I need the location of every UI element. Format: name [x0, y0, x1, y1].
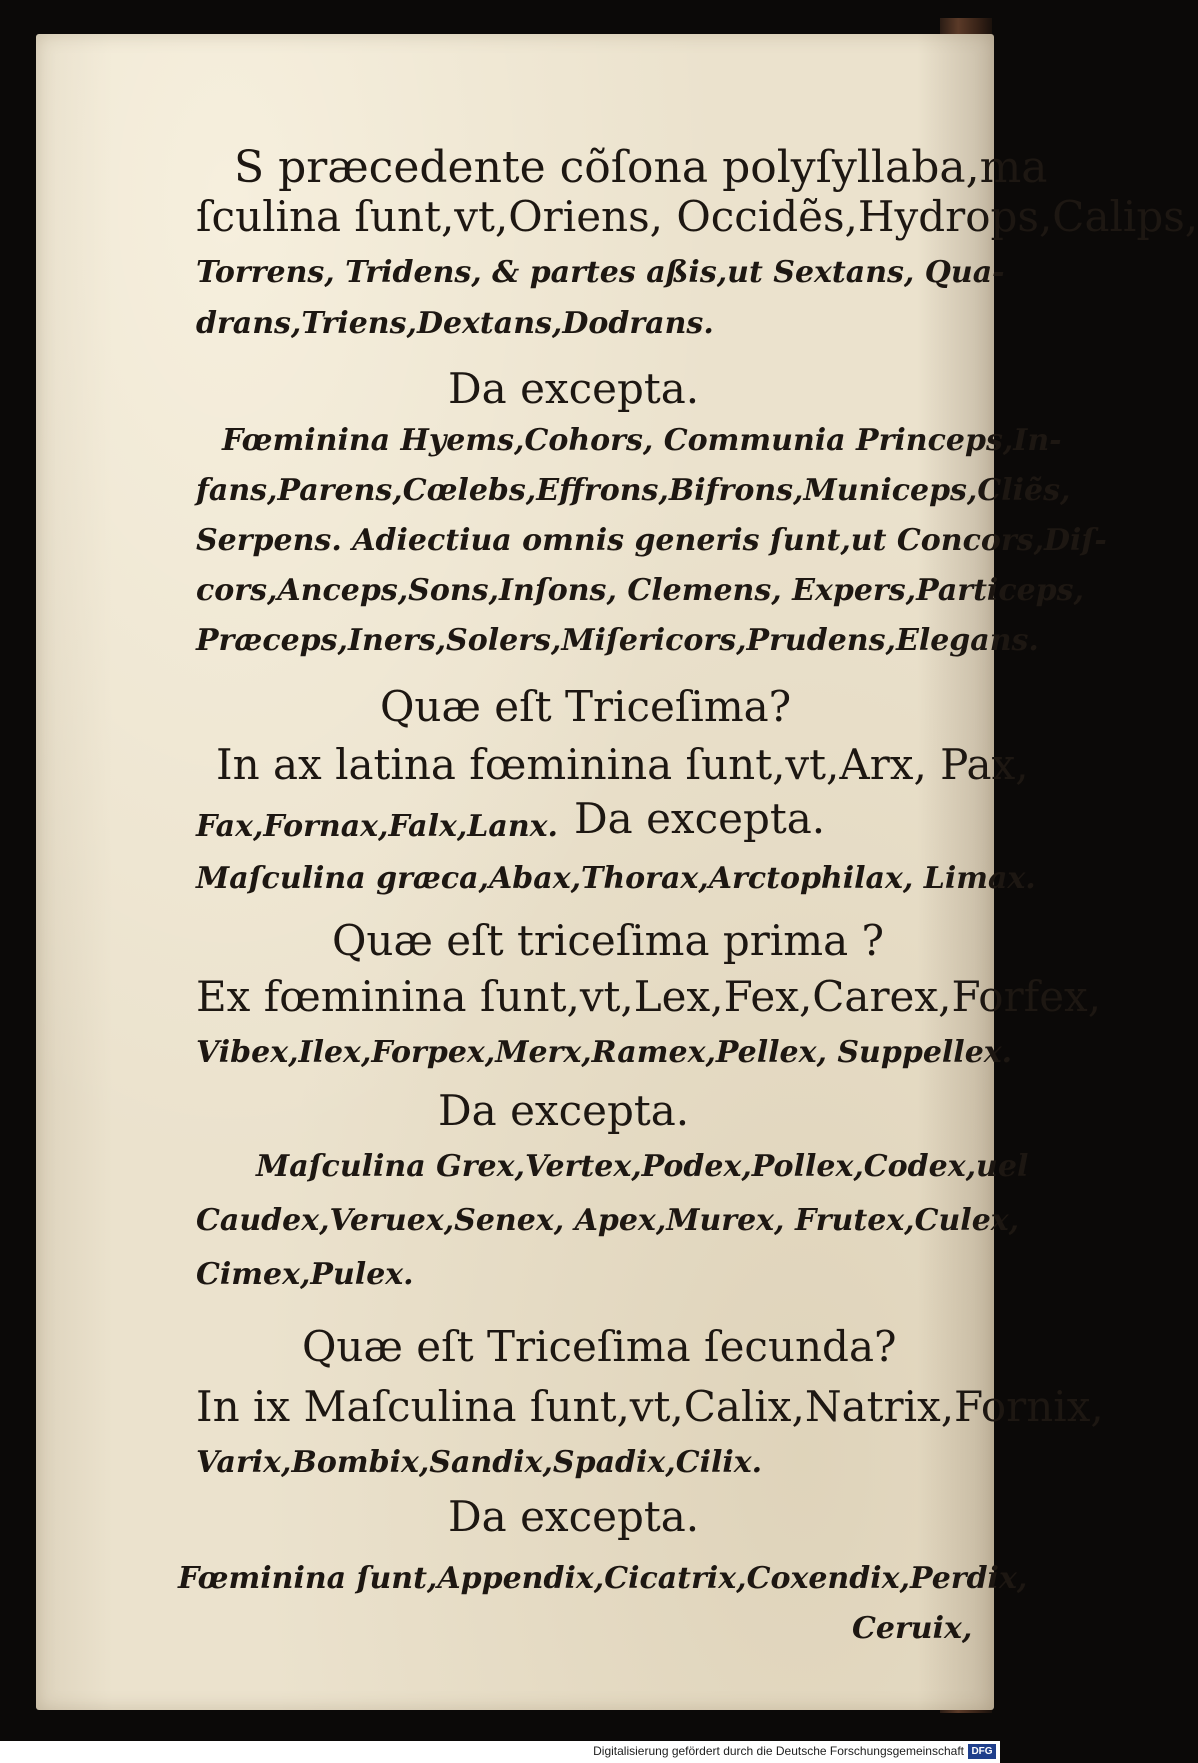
text-line: drans,Triens,Dextans,Dodrans. — [196, 306, 714, 341]
section-heading: Quæ eſt triceſima prima ? — [332, 916, 885, 965]
section-heading: Quæ eſt Triceſima ſecunda? — [302, 1322, 897, 1371]
text-line: Vibex,Ilex,Forpex,Merx,Ramex,Pellex, Suppellex. — [196, 1035, 1013, 1070]
text-line: Serpens. Adiectiua omnis generis ſunt,ut Concors,Diſ- — [196, 523, 1107, 558]
section-heading: Da excepta. — [574, 794, 826, 843]
text-line: Fax,Fornax,Falx,Lanx. — [196, 809, 558, 844]
text-line: Maſculina græca,Abax,Thorax,Arctophilax, Limax. — [196, 861, 1036, 896]
book-page — [36, 34, 1198, 1710]
text-line: In ix Maſculina ſunt,vt,Calix,Natrix,Fornix, — [196, 1382, 1104, 1431]
text-line: Maſculina Grex,Vertex,Podex,Pollex,Codex,uel — [256, 1149, 1029, 1184]
text-line: Præceps,Iners,Solers,Miſericors,Prudens,Elegans. — [196, 623, 1039, 658]
text-line: fans,Parens,Cœlebs,Effrons,Bifrons,Municeps,Cliẽs, — [196, 473, 1071, 508]
text-line: Fœminina Hyems,Cohors, Communia Princeps,In- — [222, 423, 1062, 458]
section-heading: Da excepta. — [438, 1086, 690, 1135]
text-line: In ax latina fœminina ſunt,vt,Arx, Pax, — [216, 740, 1029, 789]
digitization-footer — [0, 1741, 1000, 1763]
text-line: Cimex,Pulex. — [196, 1257, 414, 1292]
text-line: ſculina ſunt,vt,Oriens, Occidẽs,Hydrops,Calips, — [196, 192, 1198, 241]
section-heading: Da excepta. — [448, 1492, 700, 1541]
text-line: cors,Anceps,Sons,Inſons, Clemens, Expers,Particeps, — [196, 573, 1084, 608]
text-line: Torrens, Tridens, & partes aßis,ut Sextans, Qua- — [196, 255, 1005, 290]
funding-credit: Digitalisierung gefördert durch die Deutsche Forschungsgemeinschaft — [593, 1744, 964, 1758]
text-line: Fœminina ſunt,Appendix,Cicatrix,Coxendix,Perdix, — [178, 1561, 1028, 1596]
text-line: Varix,Bombix,Sandix,Spadix,Cilix. — [196, 1445, 763, 1480]
text-line: Ex fœminina ſunt,vt,Lex,Fex,Carex,Forfex, — [196, 972, 1102, 1021]
dfg-logo: DFG — [968, 1744, 996, 1759]
text-line: S præcedente cõſona polyſyllaba,ma — [234, 142, 1048, 193]
text-line: Ceruix, — [852, 1611, 973, 1646]
text-line: Caudex,Veruex,Senex, Apex,Murex, Frutex,Culex, — [196, 1203, 1020, 1238]
section-heading: Quæ eſt Triceſima? — [380, 682, 792, 731]
section-heading: Da excepta. — [448, 364, 700, 413]
